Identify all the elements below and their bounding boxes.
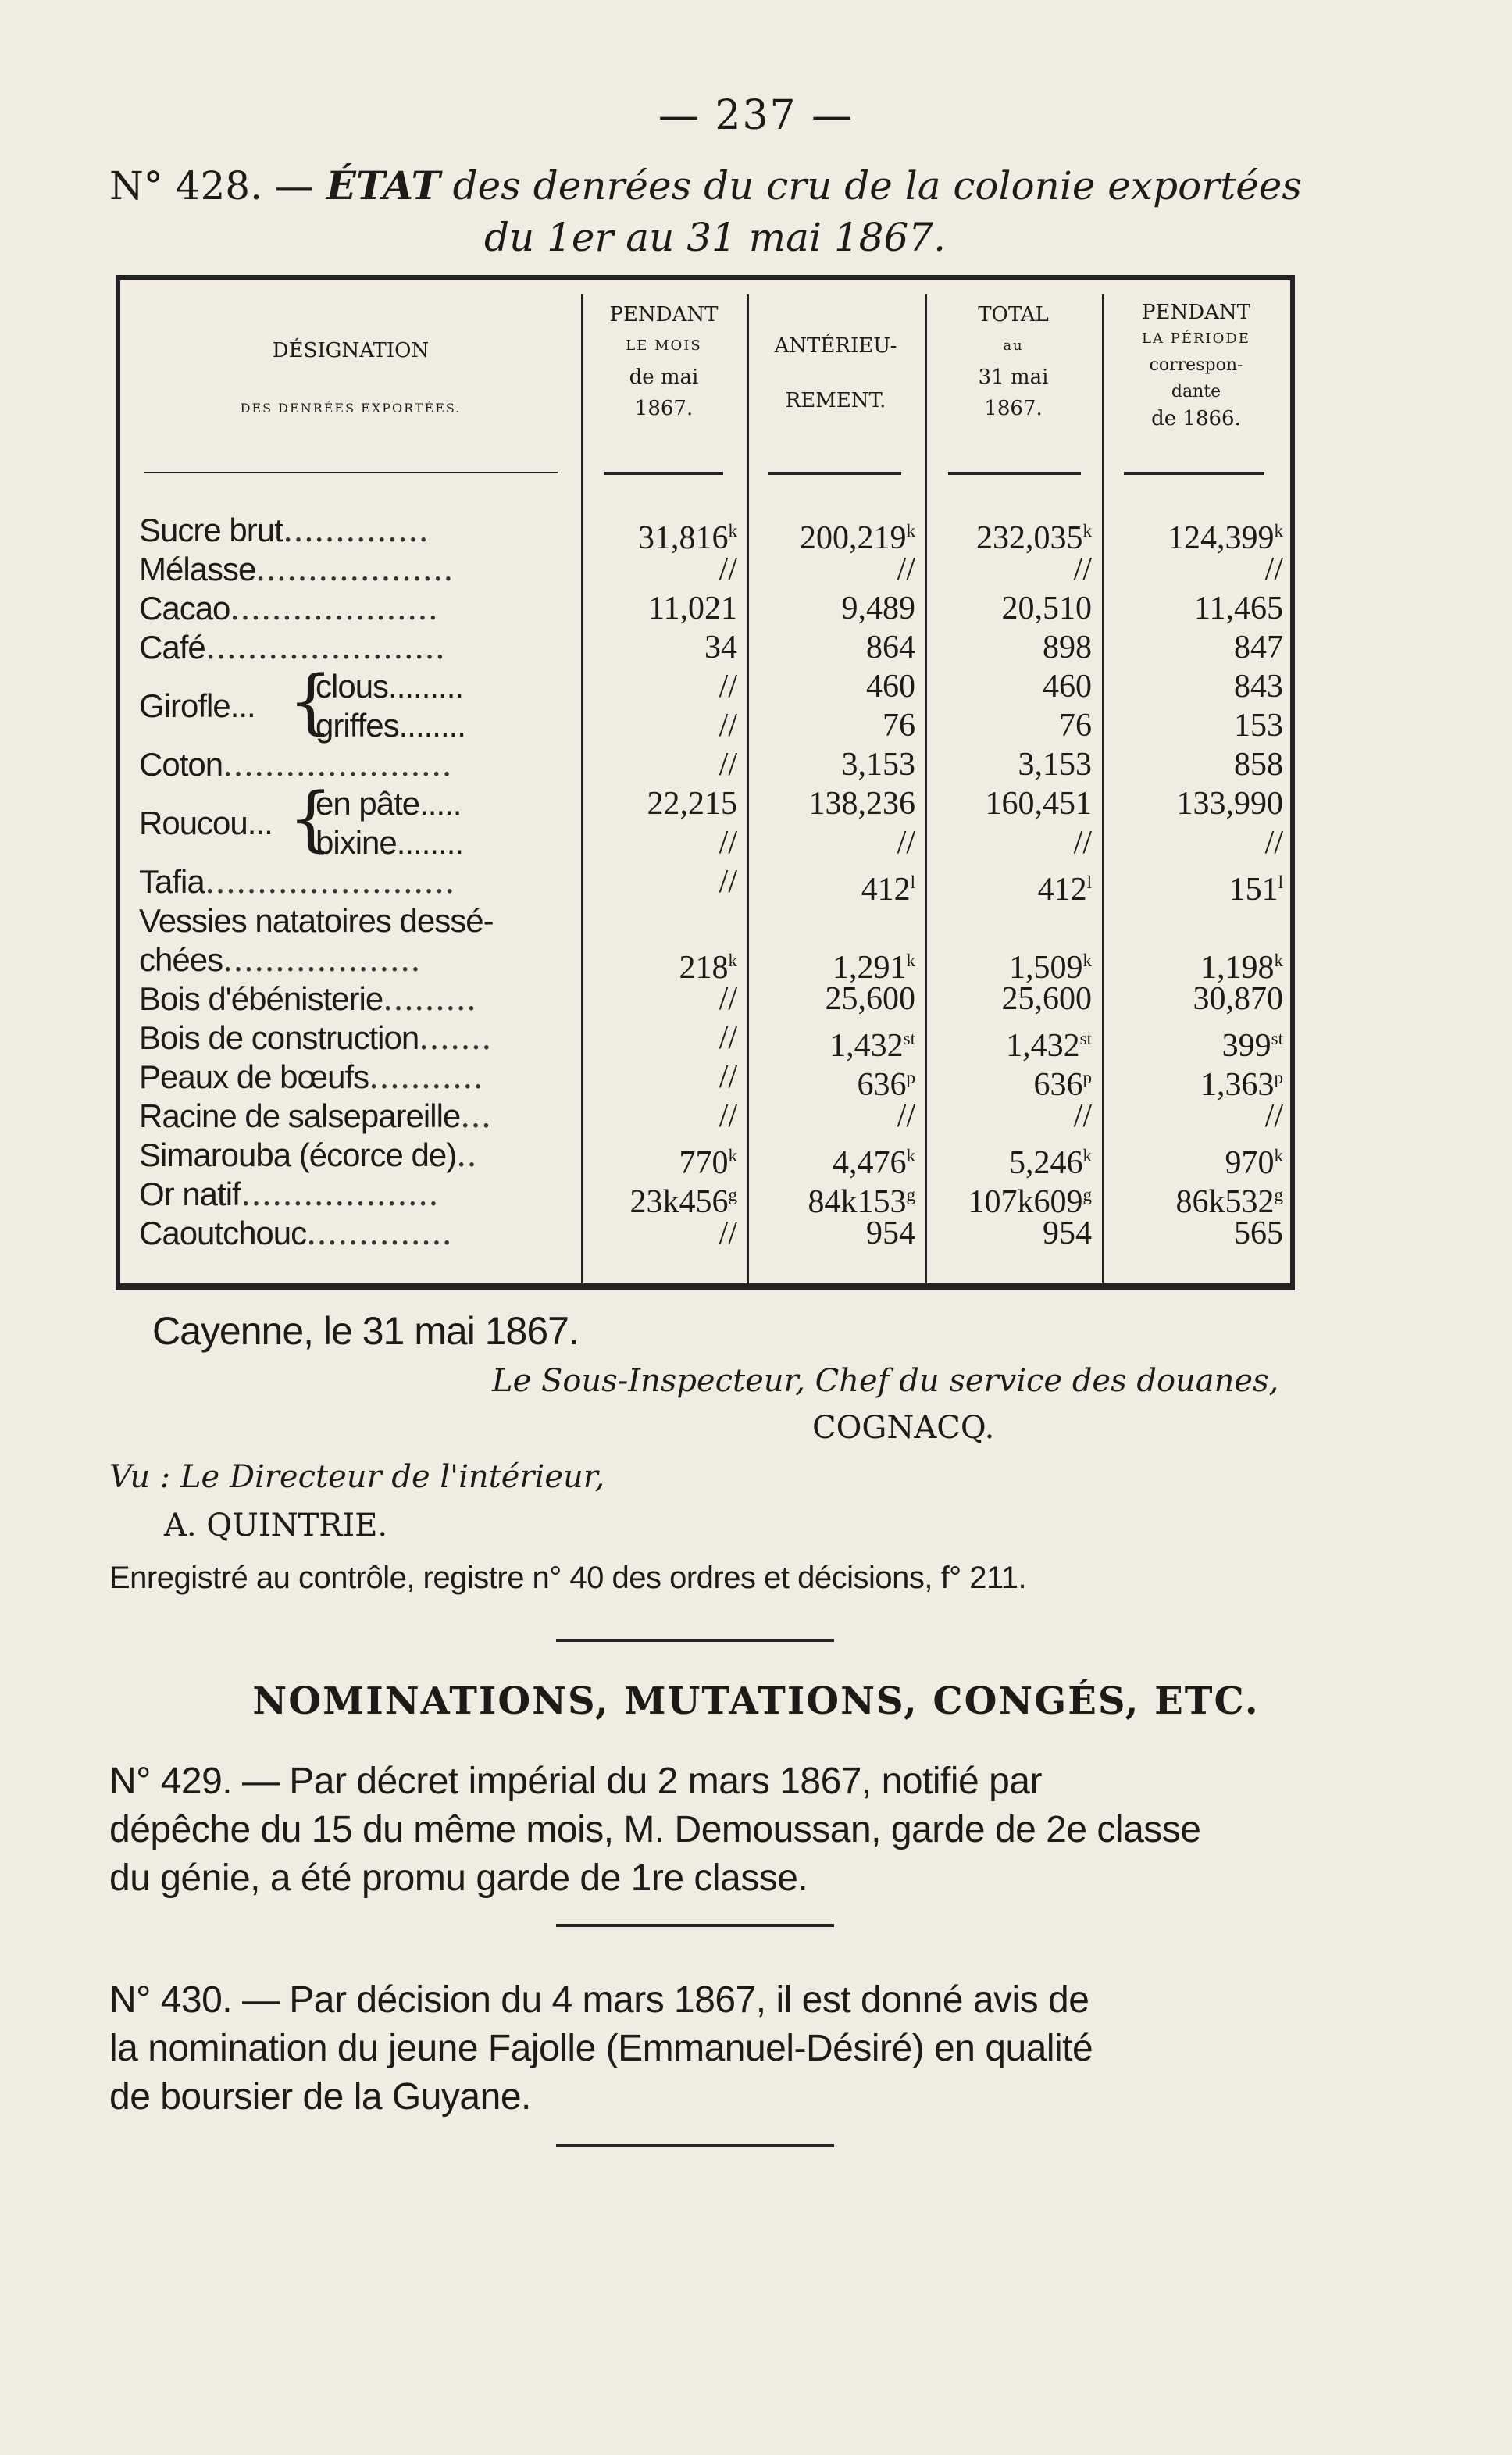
- row-value-c1: //: [719, 825, 737, 861]
- row-value-c1: 22,215: [647, 786, 737, 822]
- row-label: Coton: [139, 746, 223, 783]
- row-value-c1: 770$^k$: [679, 1145, 737, 1181]
- divider-rule: [556, 1639, 834, 1642]
- row-value-c4: 151$^l$: [1228, 872, 1283, 908]
- row-label: Bois de construction: [139, 1019, 419, 1056]
- header-col4-b: LA PÉRIODE: [1142, 330, 1250, 347]
- header-col3: [925, 299, 1102, 424]
- table-row: [120, 940, 1290, 986]
- signatory-title: Le Sous-Inspecteur, Chef du service des douanes,: [492, 1363, 1279, 1399]
- row-value-c4: 30,870: [1193, 981, 1283, 1017]
- row-label: Café: [139, 629, 205, 665]
- para-429-line2: dépêche du 15 du même mois, M. Demoussan, garde de 2e classe: [109, 1809, 1201, 1850]
- unit-superscript: k: [728, 950, 737, 970]
- row-leader-dots: ...................: [241, 1175, 439, 1213]
- row-value-c3: 5,246$^k$: [1008, 1145, 1092, 1181]
- header-rule: [144, 472, 558, 473]
- row-value-c4: 133,990: [1176, 786, 1283, 822]
- row-value-c1: //: [719, 864, 737, 900]
- row-value-c2: 954: [866, 1215, 915, 1251]
- row-value-c1: //: [719, 1098, 737, 1134]
- table-row: [120, 511, 1290, 556]
- header-col2-a: ANTÉRIEU-: [774, 334, 897, 358]
- row-value-c1: 34: [704, 630, 737, 665]
- row-value-c1: //: [719, 1020, 737, 1056]
- para-429-line3: du génie, a été promu garde de 1re classe.: [109, 1857, 808, 1899]
- row-value-c1: 23k456$^g$: [629, 1184, 737, 1220]
- header-col4-d: dante: [1171, 382, 1221, 401]
- row-value-c3: 412$^l$: [1037, 872, 1092, 908]
- row-value-c1: //: [719, 1215, 737, 1251]
- row-value-c2: 76: [883, 708, 915, 744]
- header-col4-e: de 1866.: [1151, 407, 1241, 430]
- header-col3-a: TOTAL: [978, 303, 1049, 327]
- header-col1-c: de mai: [629, 366, 699, 389]
- unit-superscript: st: [903, 1028, 915, 1048]
- row-label: Or natif: [139, 1176, 241, 1212]
- girofle-sub1: clous.........: [316, 668, 464, 705]
- unit-superscript: k: [728, 520, 737, 541]
- row-value-c1: //: [719, 669, 737, 705]
- row-value-c3: 898: [1043, 630, 1092, 665]
- row-leader-dots: ........................: [205, 862, 455, 901]
- row-value-c2: 84k153$^g$: [808, 1184, 915, 1220]
- row-value-c3: //: [1073, 825, 1092, 861]
- table-row: [120, 901, 1290, 940]
- row-value-c3: 76: [1059, 708, 1092, 744]
- header-col1-b: LE MOIS: [626, 337, 702, 354]
- vu-line: Vu : Le Directeur de l'intérieur,: [109, 1459, 605, 1495]
- row-value-c2: //: [897, 1098, 915, 1134]
- row-value-c4: //: [1264, 1098, 1283, 1134]
- header-col4: [1102, 299, 1290, 432]
- brace-icon: {: [288, 778, 333, 860]
- export-table: [116, 275, 1295, 1290]
- row-label: Sucre brut: [139, 512, 283, 548]
- unit-superscript: p: [1082, 1067, 1092, 1087]
- row-value-c2: 1,432st: [829, 1028, 915, 1064]
- row-value-c1: //: [719, 708, 737, 744]
- row-leader-dots: ..............: [283, 511, 429, 549]
- girofle-label: Girofle...: [139, 687, 255, 724]
- row-value-c3: 107k609$^g$: [968, 1184, 1092, 1220]
- row-value-c3: //: [1073, 1098, 1092, 1134]
- row-value-c4: //: [1264, 825, 1283, 861]
- table-row: [120, 1214, 1290, 1253]
- row-value-c1: //: [719, 981, 737, 1017]
- table-row: [120, 1058, 1290, 1103]
- title-line2: du 1er au 31 mai 1867.: [484, 215, 946, 260]
- header-col1: [581, 299, 747, 424]
- header-rule: [948, 472, 1081, 475]
- unit-superscript: k: [1082, 950, 1092, 970]
- para-429-line1: N° 429. — Par décret impérial du 2 mars 1867, notifié par: [109, 1761, 1042, 1802]
- row-value-c3: 25,600: [1001, 981, 1092, 1017]
- unit-superscript: k: [1082, 520, 1092, 541]
- section-title: NOMINATIONS, MUTATIONS, CONGÉS, ETC.: [252, 1679, 1260, 1723]
- divider-rule: [556, 2144, 834, 2147]
- page-number: — 237 —: [658, 92, 854, 139]
- title-etat: ÉTAT: [326, 162, 440, 209]
- header-col2-b: REMENT.: [785, 389, 886, 412]
- row-value-c4: 11,465: [1194, 591, 1283, 626]
- row-value-c3: //: [1073, 551, 1092, 587]
- title-dash: —: [274, 163, 314, 209]
- unit-superscript: k: [728, 1145, 737, 1165]
- header-designation-sub: DES DENRÉES EXPORTÉES.: [240, 401, 462, 416]
- row-value-c4: 843: [1234, 669, 1283, 705]
- row-value-c1: 11,021: [648, 591, 737, 626]
- row-value-c3: 160,451: [985, 786, 1092, 822]
- brace-icon: {: [288, 661, 333, 743]
- row-leader-dots: ..............: [306, 1214, 452, 1252]
- para-430-line3: de boursier de la Guyane.: [109, 2076, 531, 2118]
- unit-superscript: k: [1274, 950, 1283, 970]
- row-leader-dots: ...........: [369, 1058, 483, 1096]
- header-col1-d: 1867.: [634, 397, 694, 420]
- row-value-c3: 1,432st: [1006, 1028, 1092, 1064]
- row-value-c3: 1,509$^k$: [1008, 950, 1092, 986]
- row-leader-dots: ...: [460, 1097, 492, 1135]
- unit-superscript: p: [906, 1067, 915, 1087]
- table-row: [120, 1175, 1290, 1220]
- registration-line: Enregistré au contrôle, registre n° 40 des ordres et décisions, f° 211.: [109, 1561, 1027, 1595]
- row-leader-dots: ..: [456, 1136, 477, 1174]
- divider-rule: [556, 1924, 834, 1927]
- unit-superscript: l: [910, 872, 915, 892]
- paragraph-429: [109, 1757, 1296, 1903]
- table-row: [120, 1097, 1290, 1136]
- table-row: [120, 1019, 1290, 1064]
- row-value-c4: 399st: [1221, 1028, 1283, 1064]
- row-value-c3: 20,510: [1001, 591, 1092, 626]
- row-value-c4: 858: [1234, 747, 1283, 783]
- row-label: Cacao: [139, 590, 230, 626]
- girofle-group: [120, 661, 1290, 745]
- unit-superscript: g: [1274, 1184, 1283, 1204]
- row-leader-dots: ...................: [223, 940, 421, 979]
- row-value-c2: //: [897, 551, 915, 587]
- row-value-c1: 31,816$^k$: [637, 520, 737, 556]
- row-label: Simarouba (écorce de): [139, 1137, 457, 1173]
- table-row: [120, 862, 1290, 908]
- row-value-c2: 412$^l$: [861, 872, 915, 908]
- row-leader-dots: .........: [383, 980, 477, 1018]
- title-line1: des denrées du cru de la colonie exportées: [452, 163, 1303, 209]
- row-value-c2: 1,291$^k$: [832, 950, 915, 986]
- row-label: chées: [139, 941, 223, 978]
- row-value-c4: 1,363$^p$: [1200, 1067, 1283, 1103]
- unit-superscript: k: [1082, 1145, 1092, 1165]
- row-label: Vessies natatoires dessé-: [139, 902, 494, 939]
- unit-superscript: st: [1079, 1028, 1092, 1048]
- roucou-group: [120, 778, 1290, 862]
- row-value-c3: 954: [1043, 1215, 1092, 1251]
- roucou-label: Roucou...: [139, 805, 273, 841]
- row-value-c2: 3,153: [841, 747, 915, 783]
- row-label: Tafia: [139, 863, 205, 900]
- document-title: [109, 160, 1312, 263]
- row-value-c3: 636$^p$: [1033, 1067, 1092, 1103]
- row-value-c4: 153: [1234, 708, 1283, 744]
- row-value-c2: 9,489: [841, 591, 915, 626]
- unit-superscript: k: [906, 520, 915, 541]
- row-value-c2: 864: [866, 630, 915, 665]
- row-value-c2: 636$^p$: [857, 1067, 915, 1103]
- unit-superscript: g: [1082, 1184, 1092, 1204]
- row-value-c3: 3,153: [1018, 747, 1092, 783]
- row-value-c4: 1,198$^k$: [1200, 950, 1283, 986]
- vu-name: A. QUINTRIE.: [164, 1508, 388, 1543]
- unit-superscript: g: [728, 1184, 737, 1204]
- row-value-c4: 970$^k$: [1225, 1145, 1283, 1181]
- row-label: Bois d'ébénisterie: [139, 980, 383, 1017]
- row-value-c2: //: [897, 825, 915, 861]
- row-value-c3: 232,035$^k$: [975, 520, 1092, 556]
- row-value-c1: //: [719, 747, 737, 783]
- header-rule: [1124, 472, 1264, 475]
- header-designation-main: DÉSIGNATION: [272, 339, 430, 362]
- unit-superscript: g: [906, 1184, 915, 1204]
- unit-superscript: l: [1086, 872, 1092, 892]
- row-label: Caoutchouc: [139, 1215, 307, 1251]
- row-value-c4: //: [1264, 551, 1283, 587]
- row-value-c2: 460: [866, 669, 915, 705]
- para-430-line2: la nomination du jeune Fajolle (Emmanuel-Désiré) en qualité: [109, 2028, 1093, 2069]
- header-col1-a: PENDANT: [609, 303, 719, 327]
- unit-superscript: k: [906, 1145, 915, 1165]
- table-row: [120, 980, 1290, 1019]
- roucou-sub2: bixine........: [316, 824, 464, 861]
- row-label: Peaux de bœufs: [139, 1058, 369, 1095]
- header-col2: [747, 330, 925, 416]
- header-col4-a: PENDANT: [1142, 301, 1250, 324]
- row-value-c2: 4,476$^k$: [832, 1145, 915, 1181]
- paragraph-430: [109, 1976, 1296, 2121]
- roucou-sub1: en pâte.....: [316, 785, 462, 822]
- place-date: Cayenne, le 31 mai 1867.: [152, 1309, 579, 1353]
- row-value-c4: 565: [1234, 1215, 1283, 1251]
- unit-superscript: k: [906, 950, 915, 970]
- row-value-c1: //: [719, 1059, 737, 1095]
- girofle-sub2: griffes........: [316, 707, 465, 744]
- row-value-c4: 847: [1234, 630, 1283, 665]
- row-value-c2: 25,600: [825, 981, 915, 1017]
- row-value-c4: 86k532$^g$: [1175, 1184, 1283, 1220]
- row-value-c1: 218$^k$: [679, 950, 737, 986]
- table-row: [120, 550, 1290, 589]
- table-row: [120, 1136, 1290, 1181]
- row-leader-dots: ......................: [223, 745, 452, 783]
- row-label: Mélasse: [139, 551, 256, 587]
- header-rule: [768, 472, 901, 475]
- header-designation: [120, 335, 581, 424]
- header-col3-d: 1867.: [984, 397, 1043, 420]
- unit-superscript: l: [1278, 872, 1283, 892]
- row-value-c4: 124,399$^k$: [1167, 520, 1283, 556]
- row-value-c1: //: [719, 551, 737, 587]
- title-number: N° 428.: [109, 163, 262, 209]
- row-value-c2: 138,236: [808, 786, 915, 822]
- header-col3-b: au: [1003, 337, 1024, 354]
- row-leader-dots: .......: [419, 1019, 492, 1057]
- header-col4-c: correspon-: [1149, 355, 1243, 375]
- para-430-line1: N° 430. — Par décision du 4 mars 1867, il est donné avis de: [109, 1979, 1089, 2021]
- row-leader-dots: .......................: [205, 628, 446, 666]
- row-leader-dots: ...................: [255, 550, 454, 588]
- table-row: [120, 589, 1290, 628]
- row-leader-dots: ....................: [230, 589, 439, 627]
- unit-superscript: p: [1274, 1067, 1283, 1087]
- row-label: Racine de salsepareille: [139, 1097, 461, 1134]
- header-rule: [604, 472, 723, 475]
- header-col3-c: 31 mai: [978, 366, 1049, 389]
- signatory-name: COGNACQ.: [812, 1410, 995, 1446]
- unit-superscript: st: [1271, 1028, 1283, 1048]
- unit-superscript: k: [1274, 1145, 1283, 1165]
- row-value-c2: 200,219$^k$: [799, 520, 915, 556]
- row-value-c3: 460: [1043, 669, 1092, 705]
- unit-superscript: k: [1274, 520, 1283, 541]
